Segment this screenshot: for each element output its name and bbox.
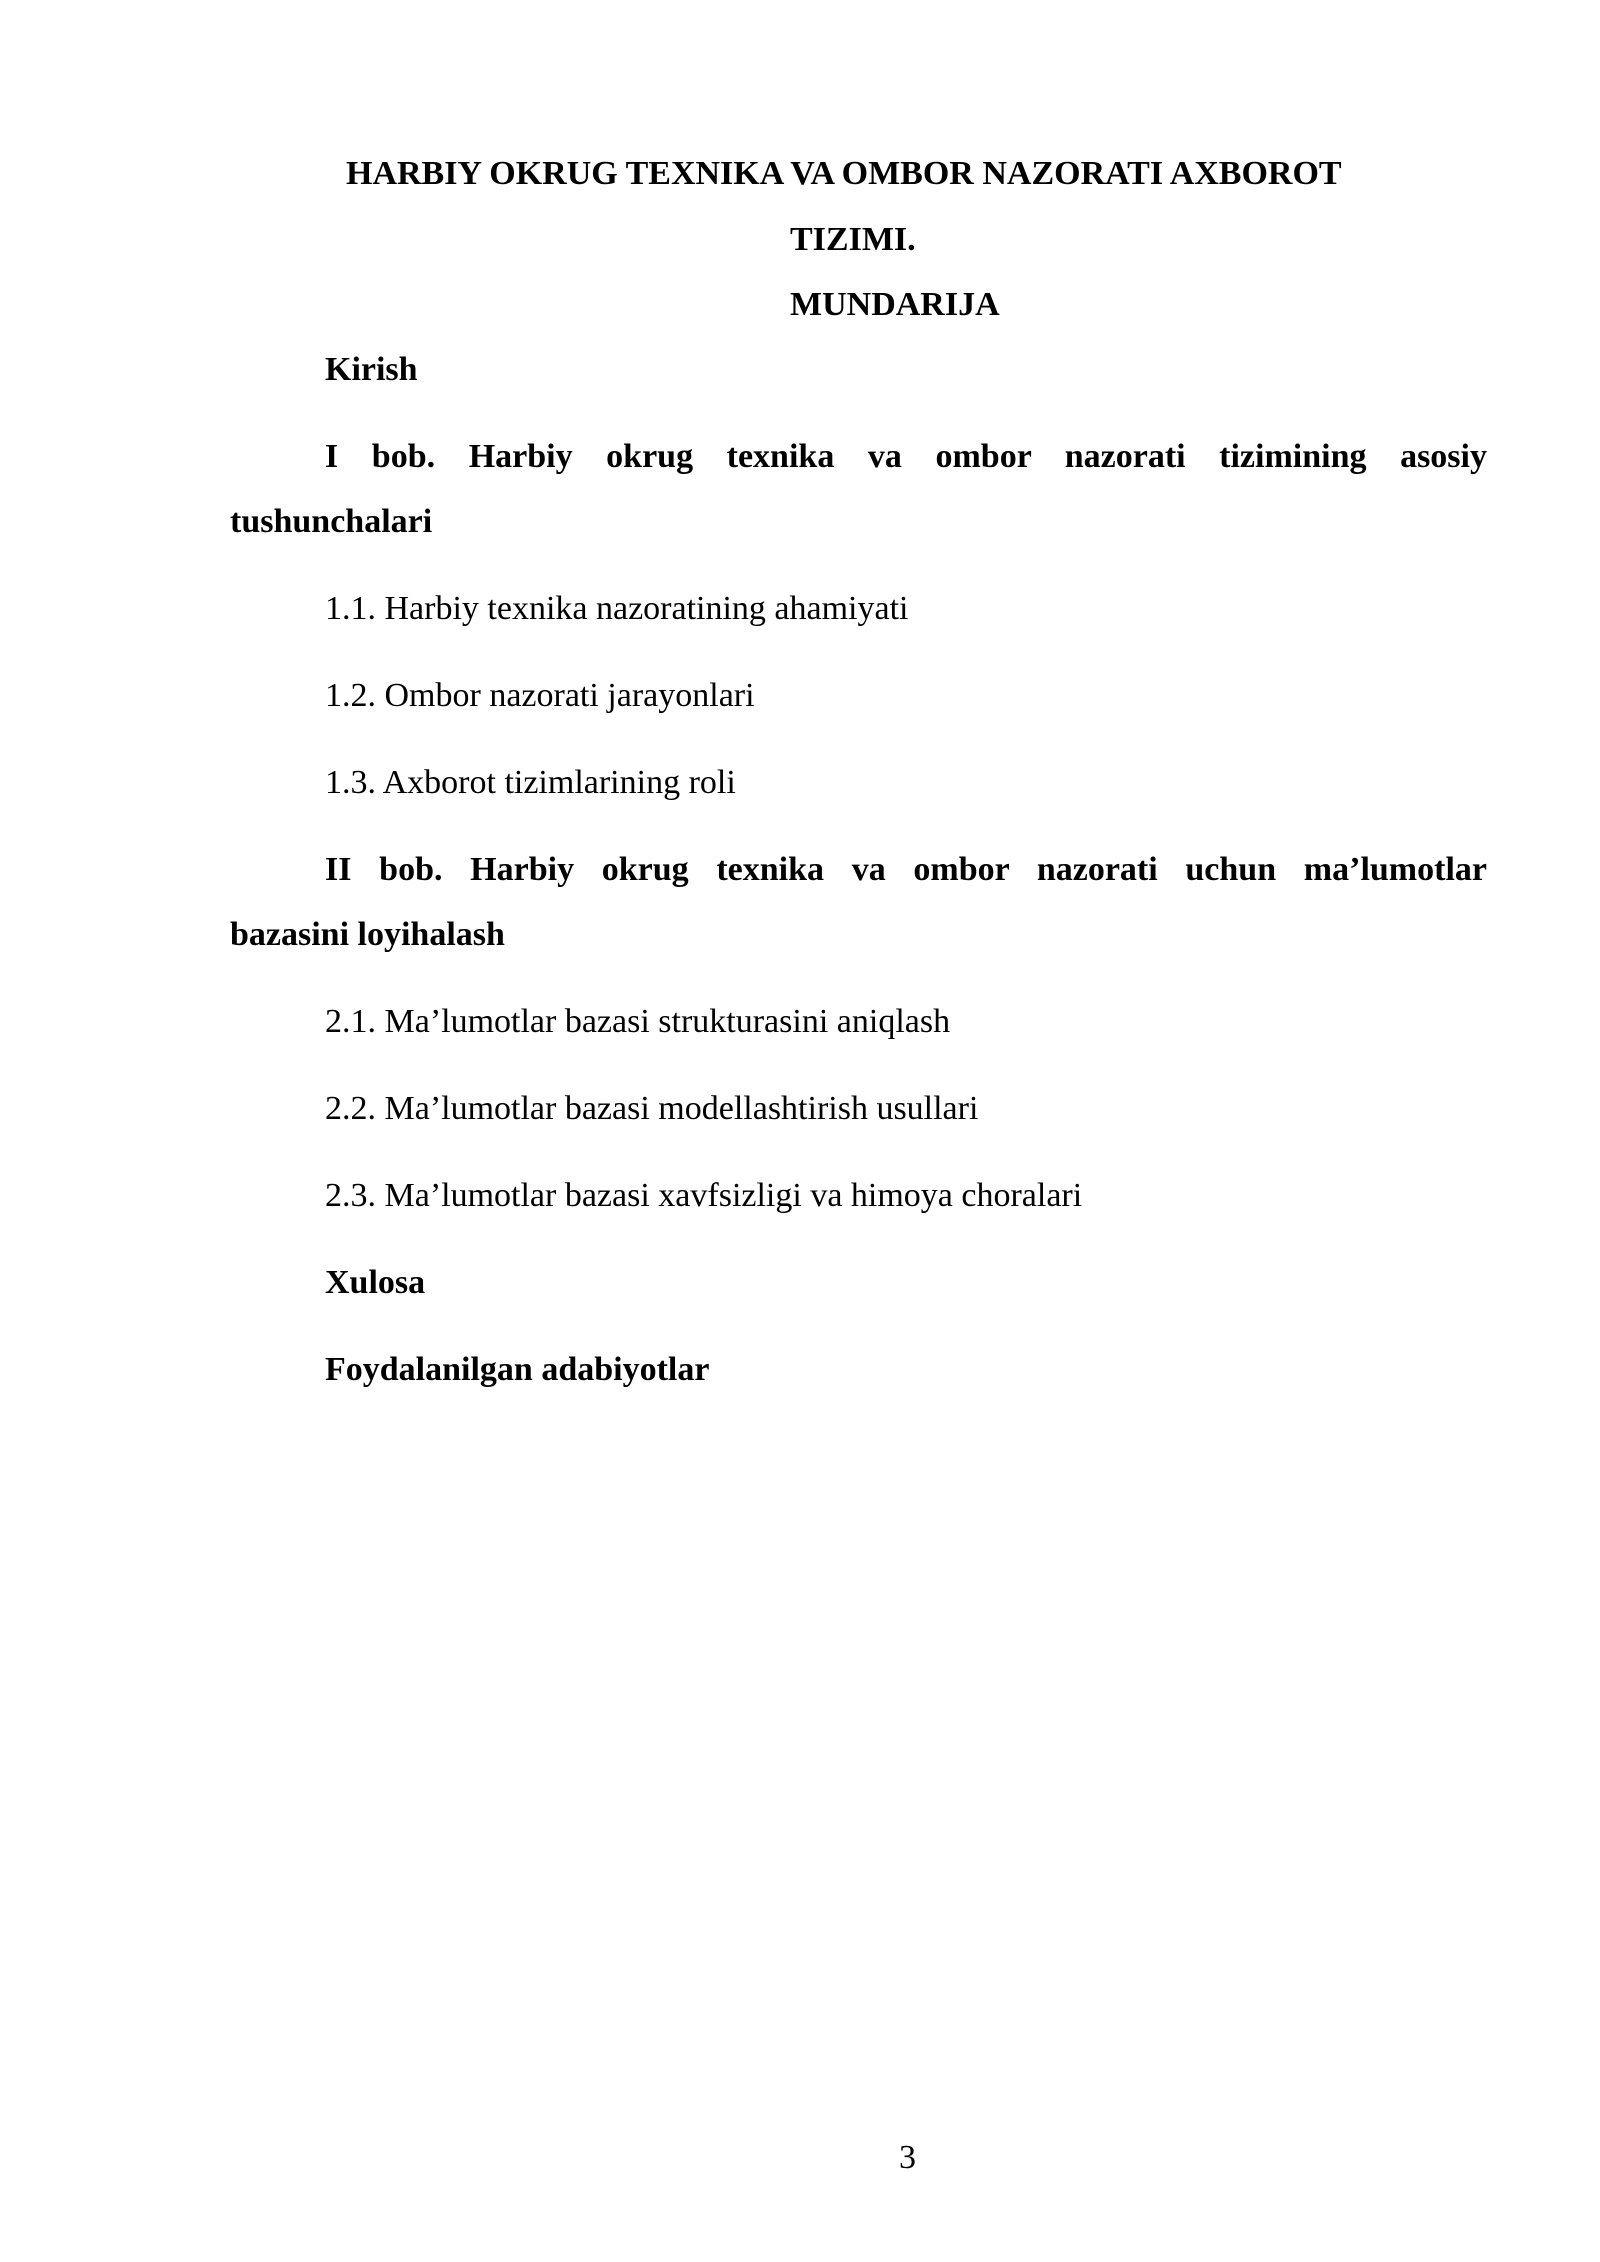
document-title-line-2: TIZIMI. bbox=[790, 221, 916, 258]
page-number: 3 bbox=[899, 2139, 916, 2176]
document-title-line-1: HARBIY OKRUG TEXNIKA VA OMBOR NAZORATI AXBOROT bbox=[346, 155, 1342, 192]
toc-chapter-2-title-cont: bazasini loyihalash bbox=[230, 916, 505, 953]
toc-section-1-1: 1.1. Harbiy texnika nazoratining ahamiyati bbox=[325, 590, 909, 627]
toc-section-2-1: 2.1. Ma’lumotlar bazasi strukturasini aniqlash bbox=[325, 1003, 951, 1040]
toc-conclusion: Xulosa bbox=[325, 1264, 426, 1301]
toc-chapter-1-title: I bob. Harbiy okrug texnika va ombor nazorati tizimining asosiy bbox=[325, 438, 1487, 475]
toc-chapter-1-title-cont: tushunchalari bbox=[230, 503, 433, 540]
toc-section-2-2: 2.2. Ma’lumotlar bazasi modellashtirish usullari bbox=[325, 1090, 979, 1127]
toc-section-1-3: 1.3. Axborot tizimlarining roli bbox=[325, 764, 736, 801]
toc-section-2-3: 2.3. Ma’lumotlar bazasi xavfsizligi va himoya choralari bbox=[325, 1177, 1083, 1214]
toc-chapter-2-title: II bob. Harbiy okrug texnika va ombor nazorati uchun ma’lumotlar bbox=[325, 851, 1487, 888]
toc-references: Foydalanilgan adabiyotlar bbox=[325, 1351, 710, 1388]
toc-section-1-2: 1.2. Ombor nazorati jarayonlari bbox=[325, 677, 755, 714]
toc-heading: MUNDARIJA bbox=[790, 286, 1000, 323]
toc-intro: Kirish bbox=[325, 351, 418, 388]
